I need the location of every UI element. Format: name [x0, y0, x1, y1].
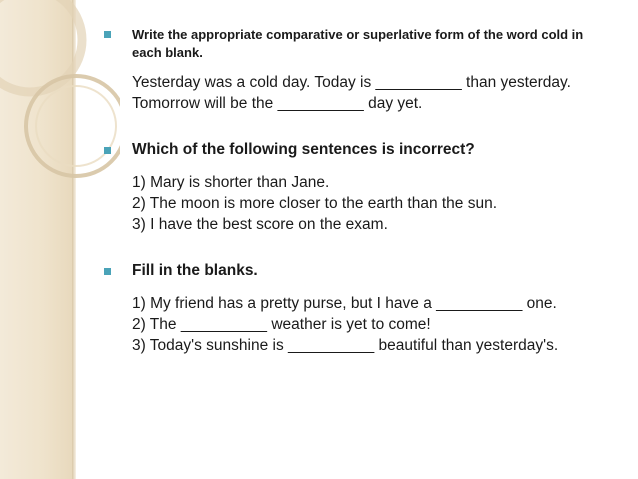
bullet-square-icon: [104, 268, 111, 275]
question-3-line-3: 3) Today's sunshine is __________ beautiful than yesterday's.: [132, 337, 559, 354]
question-2-option-3: 3) I have the best score on the exam.: [132, 216, 388, 233]
question-3-line-1: 1) My friend has a pretty purse, but I have a __________ one.: [132, 295, 557, 312]
question-1: [104, 26, 614, 62]
question-2-option-1: 1) Mary is shorter than Jane.: [132, 174, 330, 191]
question-1-line-2: Tomorrow will be the __________ day yet.: [132, 95, 423, 112]
question-2: [104, 140, 614, 160]
decorative-rings: [0, 0, 120, 479]
question-3: [104, 261, 614, 281]
question-1-prompt: Write the appropriate comparative or superlative form of the word cold in each blank.: [132, 27, 584, 60]
bullet-square-icon: [104, 31, 111, 38]
question-3-line-2: 2) The __________ weather is yet to come!: [132, 316, 431, 333]
question-1-line-1: Yesterday was a cold day. Today is __________ than yesterday.: [132, 74, 571, 91]
slide-content: [104, 26, 614, 356]
question-3-prompt: Fill in the blanks.: [132, 262, 258, 279]
bullet-square-icon: [104, 147, 111, 154]
question-2-option-2: 2) The moon is more closer to the earth than the sun.: [132, 195, 498, 212]
question-2-prompt: Which of the following sentences is incorrect?: [132, 141, 475, 158]
